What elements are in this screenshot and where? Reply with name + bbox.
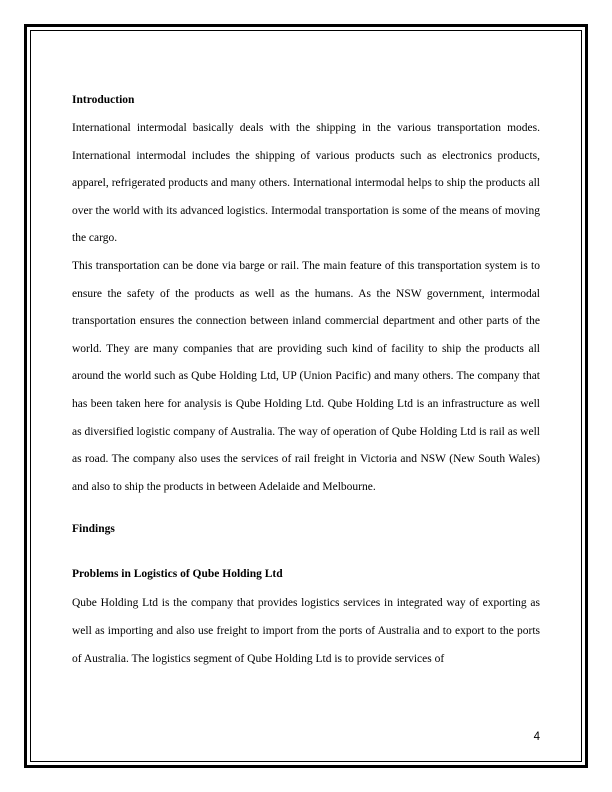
introduction-paragraph-1: International intermodal basically deals with the shipping in the various transportation modes. International intermodal includes the shipping of various products such as electronics products, apparel, refrigerated products and many others. International intermodal helps to ship the products all over the world with its advanced logistics. Intermodal transportation is some of the means of moving the cargo. bbox=[72, 122, 540, 245]
introduction-paragraph-2: This transportation can be done via barge or rail. The main feature of this transportation system is to ensure the safety of the products as well as the humans. As the NSW government, intermodal transportation ensures the connection between inland commercial department and other parts of the world. They are many companies that are providing such kind of facility to ship the products all around the world such as Qube Holding Ltd, UP (Union Pacific) and many others. The company that has been taken here for analysis is Qube Holding Ltd. Qube Holding Ltd is an infrastructure as well as diversified logistic company of Australia. The way of operation of Qube Holding Ltd is rail as well as road. The company also uses the services of rail freight in Victoria and NSW (New South Wales) and also to ship the products in between Adelaide and Melbourne. bbox=[72, 259, 540, 493]
findings-heading: Findings bbox=[72, 523, 115, 536]
problems-heading: Problems in Logistics of Qube Holding Ltd bbox=[72, 568, 283, 581]
document-body bbox=[72, 90, 540, 673]
introduction-heading: Introduction bbox=[72, 94, 135, 106]
page-number: 4 bbox=[533, 731, 540, 743]
problems-paragraph-1: Qube Holding Ltd is the company that provides logistics services in integrated way of exporting as well as importing and also use freight to import from the ports of Australia and to export to the ports of Australia. The logistics segment of Qube Holding Ltd is to provide services of bbox=[72, 597, 540, 665]
